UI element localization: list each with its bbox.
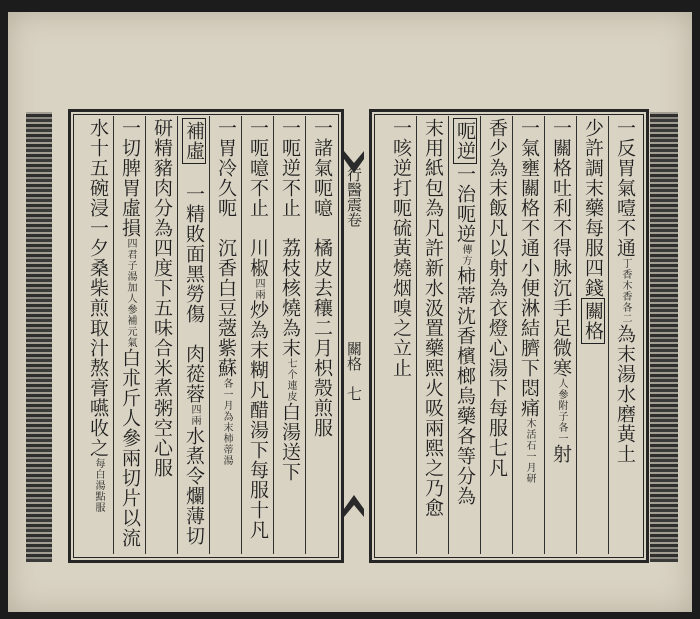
left-page-frame: [68, 109, 344, 563]
text-column: 一氣壅關格不通小便淋結臍下悶痛木活石一月研: [518, 118, 540, 484]
section-heading: 補虛: [182, 118, 206, 164]
text-column: 一呃噫不止 川椒四兩炒為末糊凡醋湯下每服十凡: [247, 118, 269, 540]
text-column: 研精豬肉分為四度下五味合米煮粥空心服: [151, 118, 173, 478]
book-title: 行醫震卷: [345, 167, 363, 227]
text-column: 一反胃氣噎不通丁香木香各二為末湯水磨黃土: [614, 118, 636, 464]
text-column: 一諸氣呃噫 橘皮去穰二月枳殼煎服: [311, 118, 333, 438]
right-page-frame: [369, 109, 649, 563]
section-and-page: 關格 七: [345, 341, 363, 401]
text-column: 一關格吐利不得脉沉手足微寒人參附子各一射: [550, 118, 572, 464]
text-column: 末用紙包為凡許新水汲置藥熙火吸兩熙之乃愈: [422, 118, 444, 518]
center-fold: [341, 109, 367, 557]
section-heading: 關格: [581, 298, 605, 344]
left-page-edge: [26, 112, 52, 562]
book-sheet: [8, 12, 692, 612]
text-column: 呃逆一治呃逆傳方柿蒂沈香檳榔烏藥各等分為: [452, 118, 478, 552]
text-column: 一切脾胃虛損四君子湯加人參補元氣白朮斤人參兩切片以流: [119, 118, 141, 548]
text-column: 補虛 一精敗面黑勞傷 肉蓯蓉四兩水煮令爛薄切: [181, 118, 207, 552]
text-column: 香少為末飯凡以射為衣燈心湯下每服七凡: [486, 118, 508, 478]
fish-tail-bottom-icon: [343, 489, 365, 519]
right-page-edge: [650, 112, 678, 562]
section-heading: 呃逆: [453, 118, 477, 164]
text-column: 一咳逆打呃硫黃燒烟嗅之立止: [390, 118, 412, 378]
text-column: 一呃逆不止 荔枝核燒為末七个連皮白湯送下: [279, 118, 301, 482]
text-column: 少許調末藥每服四錢關格: [580, 118, 606, 552]
text-column: 一胃冷久呃 沉香白豆蔲紫蘇各一月為末柿蒂湯: [215, 118, 237, 466]
text-column: 水十五碗浸一夕桑柴煎取汁熬膏嚥收之每白湯點服: [87, 118, 109, 513]
